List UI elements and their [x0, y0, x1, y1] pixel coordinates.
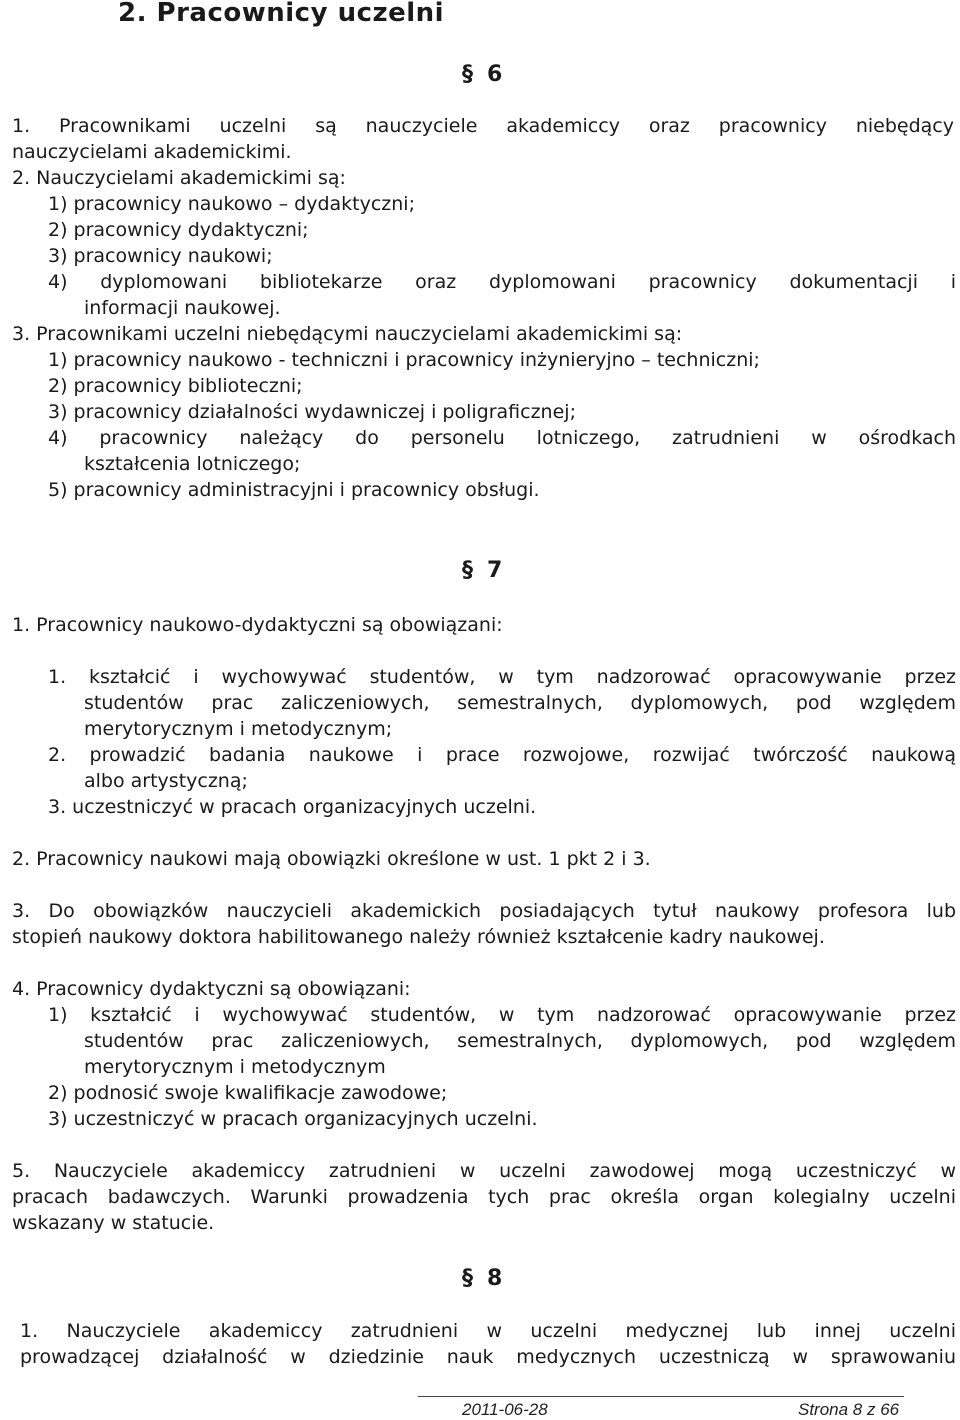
s6-line-13: 4) pracownicy należący do personelu lotniczego, zatrudnieni w ośrodkach [48, 427, 956, 449]
section-number: 6 [487, 62, 503, 87]
s8-line-1: 1. Nauczyciele akademiccy zatrudnieni w uczelni medycznej lub innej uczelni [20, 1320, 956, 1342]
s7-line-15: 2) podnosić swoje kwalifikacje zawodowe; [48, 1082, 448, 1104]
s7-line-12: 1) kształcić i wychowywać studentów, w tym nadzorować opracowywanie przez [48, 1004, 956, 1026]
s8-line-2: prowadzącej działalność w dziedzinie nauk medycznych uczestniczą w sprawowaniu [20, 1346, 956, 1368]
s6-line-8: informacji naukowej. [84, 297, 281, 319]
s7-line-5: 2. prowadzić badania naukowe i prace rozwojowe, rozwijać twórczość naukową [48, 744, 956, 766]
s7-line-18: pracach badawczych. Warunki prowadzenia tych prac określa organ kolegialny uczelni [12, 1186, 956, 1208]
section-heading-8 [462, 1266, 502, 1291]
s7-line-16: 3) uczestniczyć w pracach organizacyjnych uczelni. [48, 1108, 538, 1130]
footer-date: 2011-06-28 [462, 1400, 548, 1419]
s7-line-2: 1. kształcić i wychowywać studentów, w tym nadzorować opracowywanie przez [48, 666, 956, 688]
s7-line-14: merytorycznym i metodycznym [84, 1056, 386, 1078]
s6-line-11: 2) pracownicy biblioteczni; [48, 375, 303, 397]
s7-line-1: 1. Pracownicy naukowo-dydaktyczni są obowiązani: [12, 614, 503, 636]
s7-line-6: albo artystyczną; [84, 770, 248, 792]
s6-line-7: 4) dyplomowani bibliotekarze oraz dyplomowani pracownicy dokumentacji i [48, 271, 956, 293]
chapter-title: 2. Pracownicy uczelni [118, 0, 445, 28]
s6-line-9: 3. Pracownikami uczelni niebędącymi nauczycielami akademickimi są: [12, 323, 683, 345]
s7-line-17: 5. Nauczyciele akademiccy zatrudnieni w uczelni zawodowej mogą uczestniczyć w [12, 1160, 956, 1182]
s6-line-3: 2. Nauczycielami akademickimi są: [12, 167, 346, 189]
s7-line-13: studentów prac zaliczeniowych, semestralnych, dyplomowych, pod względem [84, 1030, 956, 1052]
s6-line-6: 3) pracownicy naukowi; [48, 245, 273, 267]
s6-line-5: 2) pracownicy dydaktyczni; [48, 219, 309, 241]
s7-line-7: 3. uczestniczyć w pracach organizacyjnych uczelni. [48, 796, 537, 818]
s6-line-14: kształcenia lotniczego; [84, 453, 301, 475]
s7-line-3: studentów prac zaliczeniowych, semestralnych, dyplomowych, pod względem [84, 692, 956, 714]
section-heading-7 [462, 558, 502, 583]
section-number: 8 [487, 1266, 503, 1291]
s6-line-1: 1. Pracownikami uczelni są nauczyciele akademiccy oraz pracownicy niebędący [12, 115, 954, 137]
section-number: 7 [487, 558, 503, 583]
s7-line-8: 2. Pracownicy naukowi mają obowiązki określone w ust. 1 pkt 2 i 3. [12, 848, 651, 870]
s7-line-10: stopień naukowy doktora habilitowanego należy również kształcenie kadry naukowej. [12, 926, 825, 948]
s6-line-4: 1) pracownicy naukowo – dydaktyczni; [48, 193, 415, 215]
footer-rule [418, 1396, 904, 1397]
footer-page-number: Strona 8 z 66 [798, 1400, 900, 1419]
s7-line-4: merytorycznym i metodycznym; [84, 718, 393, 740]
s6-line-12: 3) pracownicy działalności wydawniczej i poligraficznej; [48, 401, 576, 423]
section-symbol: § [462, 1266, 473, 1291]
s7-line-11: 4. Pracownicy dydaktyczni są obowiązani: [12, 978, 411, 1000]
s7-line-9: 3. Do obowiązków nauczycieli akademickich posiadających tytuł naukowy profesora lub [12, 900, 956, 922]
section-symbol: § [462, 558, 473, 583]
section-heading-6 [462, 62, 502, 87]
section-symbol: § [462, 62, 473, 87]
s6-line-2: nauczycielami akademickimi. [12, 141, 292, 163]
s7-line-19: wskazany w statucie. [12, 1212, 215, 1234]
s6-line-15: 5) pracownicy administracyjni i pracownicy obsługi. [48, 479, 540, 501]
s6-line-10: 1) pracownicy naukowo - techniczni i pracownicy inżynieryjno – techniczni; [48, 349, 760, 371]
